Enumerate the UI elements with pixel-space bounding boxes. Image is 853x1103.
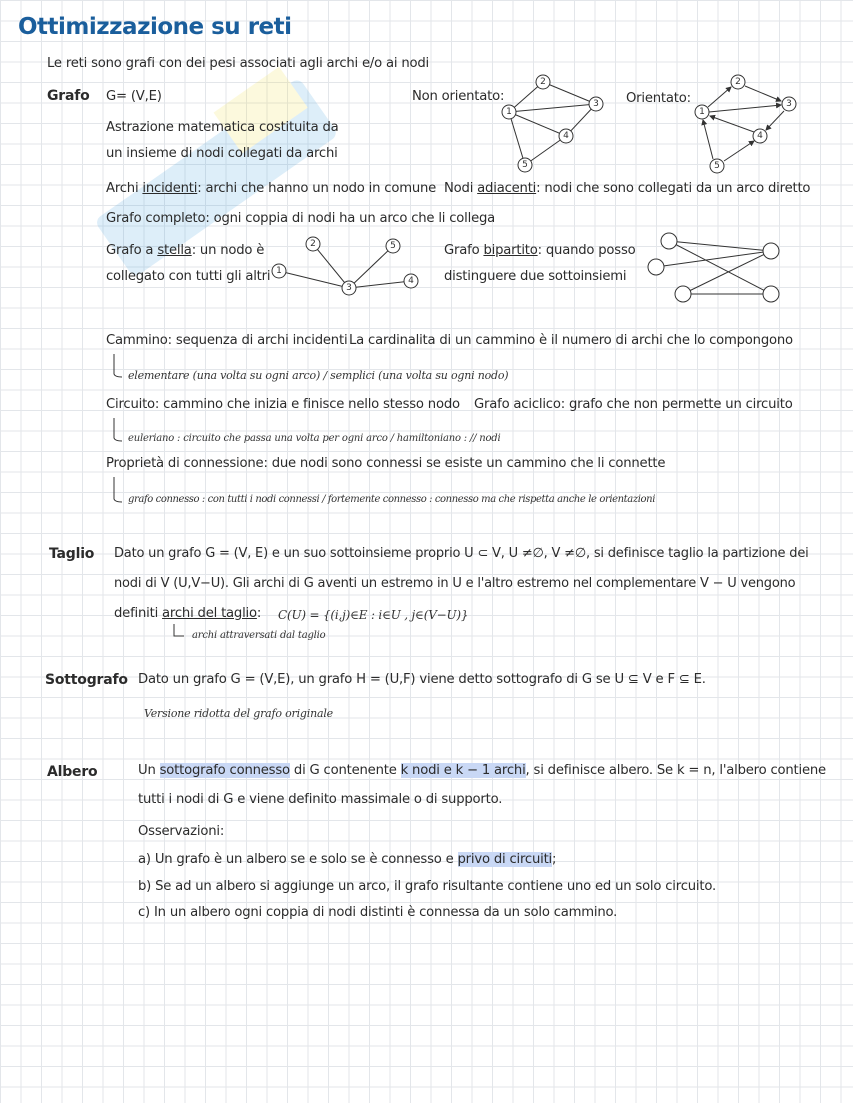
graph-arc: [709, 105, 781, 112]
graph-edge: [543, 82, 596, 104]
sottografo-line-1: Dato un grafo G = (V,E), un grafo H = (U,F) viene detto sottografo di G se U ⊆ V e F ⊆ E.: [138, 672, 706, 687]
bipartite-graph-diagram: [642, 230, 787, 308]
grafo-completo-text: Grafo completo: ogni coppia di nodi ha un arco che li collega: [106, 211, 496, 226]
node-label: 4: [757, 131, 763, 141]
node-label: 3: [593, 99, 599, 109]
cammino-text: Cammino: sequenza di archi incidenti: [106, 333, 348, 348]
albero-oss-b: b) Se ad un albero si aggiunge un arco, il grafo risultante contiene uno ed un solo circuito.: [138, 879, 716, 894]
node-label: 3: [346, 283, 352, 293]
graph-node: [763, 243, 779, 259]
sottografo-handwritten-note: Versione ridotta del grafo originale: [144, 707, 333, 720]
aciclico-text: Grafo aciclico: grafo che non permette un circuito: [474, 397, 793, 412]
node-label: 2: [540, 77, 546, 87]
grafo-desc-1: Astrazione matematica costituita da: [106, 120, 339, 135]
section-label-grafo: Grafo: [47, 88, 90, 104]
graph-arc: [724, 141, 754, 161]
node-label: 4: [408, 276, 414, 286]
graph-edge: [279, 271, 349, 288]
cardinalita-text: La cardinalita di un cammino è il numero di archi che lo compongono: [349, 333, 793, 348]
graph-node: [675, 286, 691, 302]
taglio-line-3: definiti archi del taglio:: [114, 606, 262, 621]
section-label-taglio: Taglio: [49, 546, 95, 562]
node-label: 2: [310, 239, 316, 249]
graph-edge: [525, 136, 566, 165]
graph-arc: [745, 86, 781, 101]
node-label: 4: [563, 131, 569, 141]
graph-edge: [509, 112, 566, 136]
cammino-handwritten-note: elementare (una volta su ogni arco) / semplici (una volta su ogni nodo): [128, 369, 509, 382]
albero-line-1: Un sottografo connesso di G contenente k nodi e k − 1 archi, si definisce albero. Se k = n, l'albero contiene: [138, 763, 826, 778]
circuito-text: Circuito: cammino che inizia e finisce nello stesso nodo: [106, 397, 460, 412]
graph-node: [661, 233, 677, 249]
node-label: 3: [786, 99, 792, 109]
star-graph-diagram: [268, 232, 428, 300]
albero-osservazioni: Osservazioni:: [138, 824, 225, 839]
bracket-mark: [110, 416, 130, 444]
node-label: 5: [714, 161, 720, 171]
undirected-graph-diagram: [495, 70, 615, 180]
grafo-bipartito-text-2: distinguere due sottoinsiemi: [444, 269, 627, 284]
bracket-mark: [110, 352, 130, 380]
grafo-desc-2: un insieme di nodi collegati da archi: [106, 146, 338, 161]
label-non-orientato: Non orientato:: [412, 89, 505, 104]
node-label: 1: [699, 107, 705, 117]
nodi-adiacenti-text: Nodi adiacenti: nodi che sono collegati da un arco diretto: [444, 181, 811, 196]
intro-text: Le reti sono grafi con dei pesi associati agli archi e/o ai nodi: [47, 56, 430, 71]
graph-edge: [349, 246, 393, 288]
bracket-mark: [170, 622, 190, 642]
taglio-line-1: Dato un grafo G = (V, E) e un suo sottoinsieme proprio U ⊂ V, U ≠∅, V ≠∅, si definisce taglio la partizione dei: [114, 546, 809, 561]
graph-edge: [509, 112, 525, 165]
section-label-sottografo: Sottografo: [45, 672, 128, 688]
grafo-definition: G= (V,E): [106, 89, 162, 104]
graph-edge: [349, 281, 411, 288]
section-label-albero: Albero: [47, 764, 98, 780]
graph-arc: [710, 116, 754, 132]
connessione-text: Proprietà di connessione: due nodi sono connessi se esiste un cammino che li connette: [106, 456, 666, 471]
graph-arc: [703, 120, 713, 159]
graph-arc: [766, 111, 784, 130]
node-label: 1: [276, 266, 282, 276]
connessione-handwritten-note: grafo connesso : con tutti i nodi connessi / fortemente connesso : connesso ma che rispetta anche le orientazioni: [128, 494, 655, 505]
graph-node: [648, 259, 664, 275]
node-label: 1: [506, 107, 512, 117]
taglio-line-2: nodi di V (U,V−U). Gli archi di G aventi un estremo in U e l'altro estremo nel complementare V − U vengono: [114, 576, 796, 591]
albero-oss-c: c) In un albero ogni coppia di nodi distinti è connessa da un solo cammino.: [138, 905, 618, 920]
albero-line-2: tutti i nodi di G e viene definito massimale o di supporto.: [138, 792, 503, 807]
node-label: 5: [522, 160, 528, 170]
bracket-mark: [110, 475, 130, 505]
graph-arc: [708, 87, 731, 107]
albero-oss-a: a) Un grafo è un albero se e solo se è connesso e privo di circuiti;: [138, 852, 557, 867]
taglio-handwritten-note: archi attraversati dal taglio: [192, 630, 326, 641]
circuito-handwritten-note: euleriano : circuito che passa una volta per ogni arco / hamiltoniano : // nodi: [128, 433, 501, 444]
graph-edge: [313, 244, 349, 288]
taglio-formula: C(U) = {(i,j)∈E : i∈U , j∈(V−U)}: [278, 608, 469, 622]
graph-node: [763, 286, 779, 302]
grafo-stella-text: Grafo a stella: un nodo è: [106, 243, 265, 258]
node-label: 2: [735, 77, 741, 87]
grafo-bipartito-text: Grafo bipartito: quando posso: [444, 243, 636, 258]
page-title: Ottimizzazione su reti: [18, 14, 292, 40]
graph-edge: [509, 104, 596, 112]
archi-incidenti-text: Archi incidenti: archi che hanno un nodo in comune: [106, 181, 437, 196]
node-label: 5: [390, 241, 396, 251]
directed-graph-diagram: [688, 70, 803, 180]
grafo-stella-text-2: collegato con tutti gli altri: [106, 269, 271, 284]
label-orientato: Orientato:: [626, 91, 691, 106]
